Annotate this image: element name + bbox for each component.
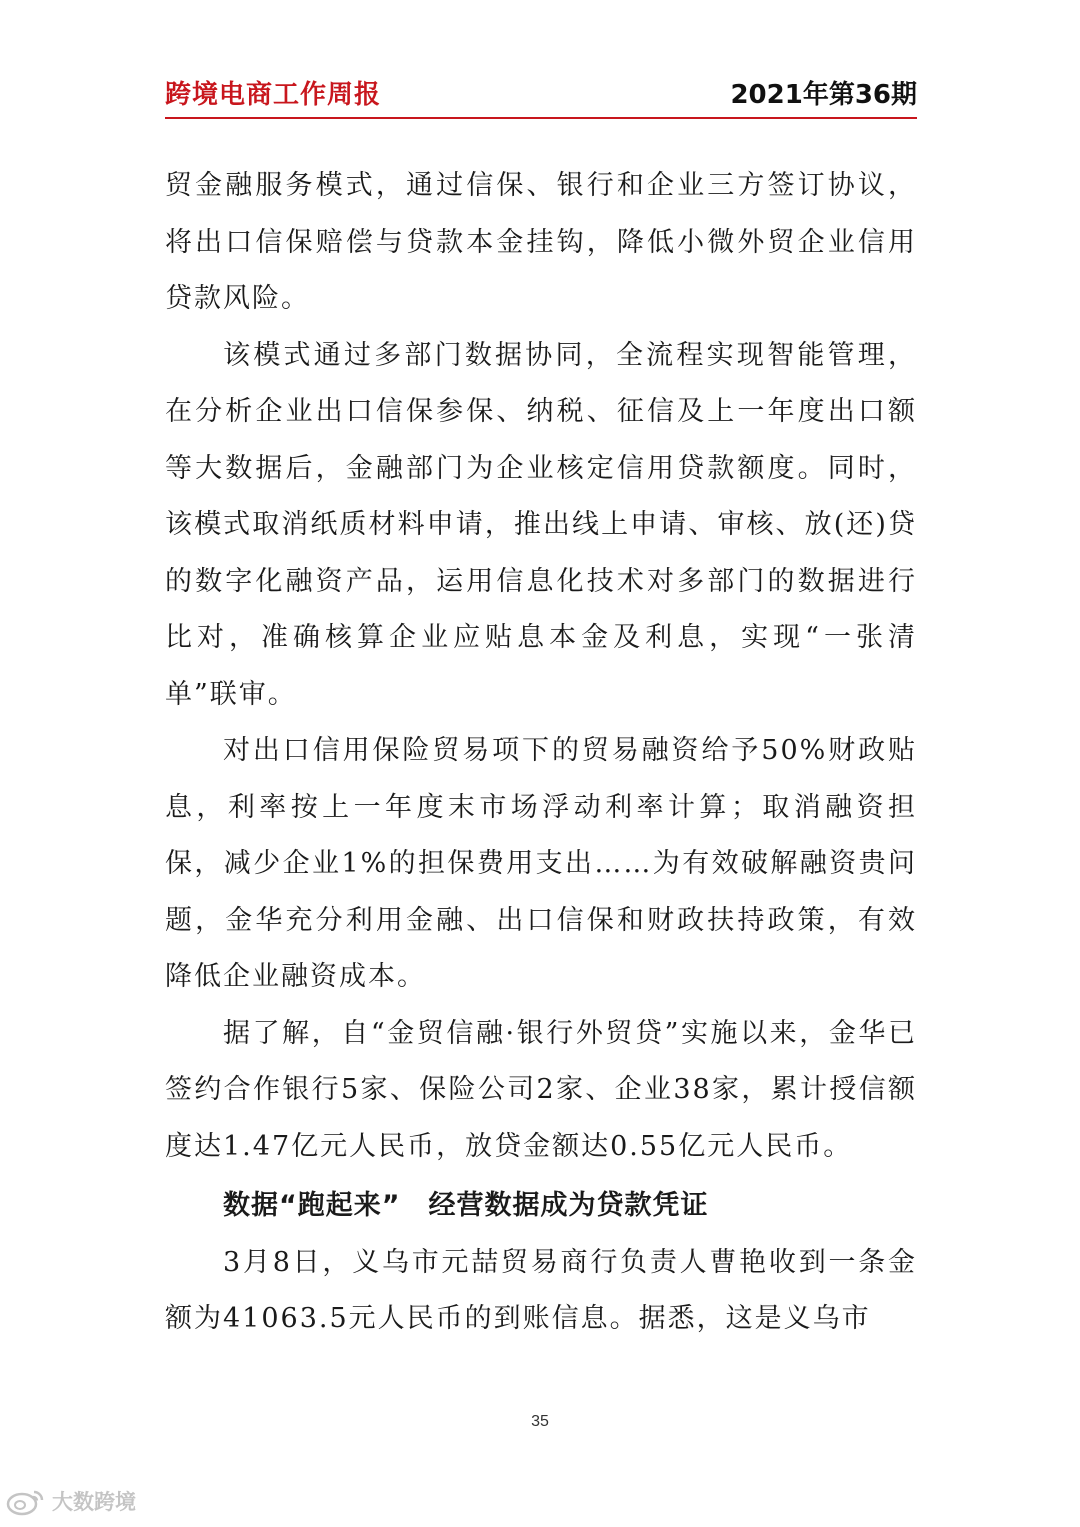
header-divider xyxy=(165,117,917,119)
weibo-logo-icon xyxy=(6,1486,46,1516)
paragraph: 据了解，自“金贸信融·银行外贸贷”实施以来，金华已签约合作银行5家、保险公司2家、企业38家，累计授信额度达1.47亿元人民币，放贷金额达0.55亿元人民币。 xyxy=(165,1017,917,1162)
watermark-text: 大数跨境 xyxy=(52,1490,136,1514)
section-heading: 数据“跑起来” 经营数据成为贷款凭证 xyxy=(223,1190,709,1221)
report-title: 跨境电商工作周报 xyxy=(165,80,382,110)
watermark xyxy=(6,1484,136,1518)
paragraph-continuation: 贸金融服务模式，通过信保、银行和企业三方签订协议，将出口信保赔偿与贷款本金挂钩，降低小微外贸企业信用贷款风险。 xyxy=(165,170,917,314)
paragraph: 该模式通过多部门数据协同，全流程实现智能管理，在分析企业出口信保参保、纳税、征信及上一年度出口额等大数据后，金融部门为企业核定信用贷款额度。同时，该模式取消纸质材料申请，推出线上申请、审核、放(还)贷的数字化融资产品，运用信息化技术对多部门的数据进行比对，准确核算企业应贴息本金及利息，实现“一张清单”联审。 xyxy=(165,339,917,710)
page-header xyxy=(165,74,917,114)
paragraph: 对出口信用保险贸易项下的贸易融资给予50%财政贴息，利率按上一年度末市场浮动利率计算；取消融资担保，减少企业1%的担保费用支出……为有效破解融资贵问题，金华充分利用金融、出口信保和财政扶持政策，有效降低企业融资成本。 xyxy=(165,735,917,992)
page-number: 35 xyxy=(531,1413,549,1430)
paragraph: 3月8日，义乌市元喆贸易商行负责人曹艳收到一条金额为41063.5元人民币的到账信息。据悉，这是义乌市 xyxy=(165,1246,917,1334)
issue-number: 2021年第36期 xyxy=(730,80,917,110)
article-body xyxy=(165,158,917,1348)
